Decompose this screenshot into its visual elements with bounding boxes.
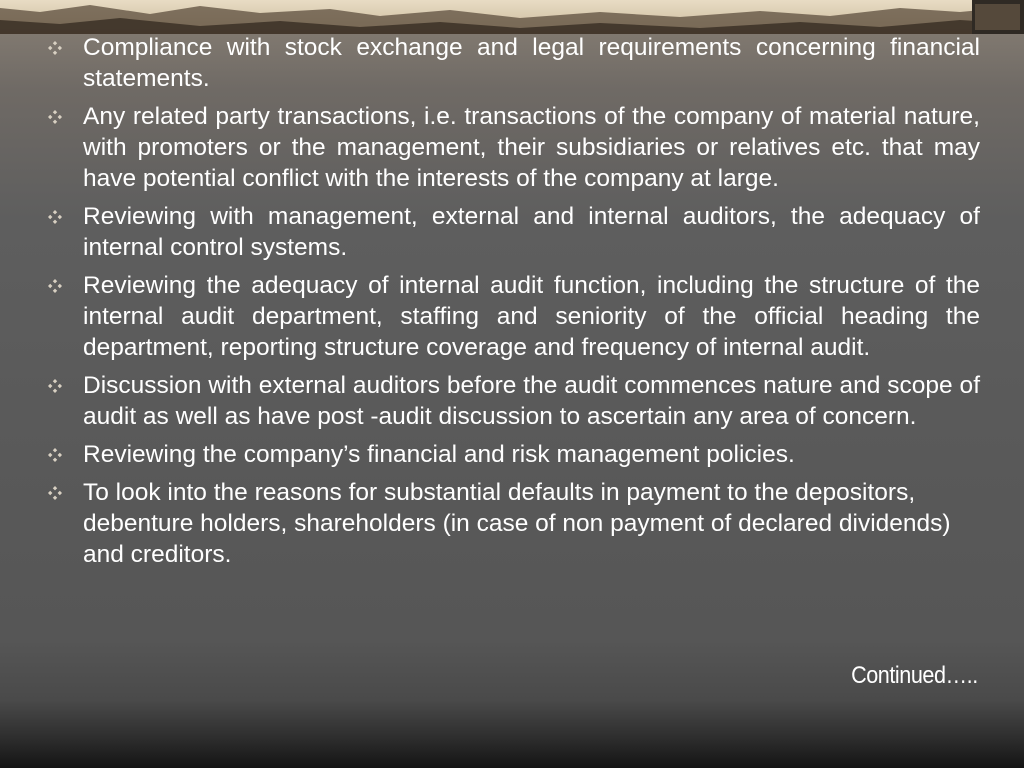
four-diamond-bullet-icon xyxy=(48,110,62,124)
four-diamond-bullet-icon xyxy=(48,41,62,55)
bullet-item xyxy=(44,201,980,263)
bullet-list xyxy=(44,32,980,577)
four-diamond-bullet-icon xyxy=(48,279,62,293)
bullet-item xyxy=(44,439,980,470)
bullet-item xyxy=(44,477,980,570)
four-diamond-bullet-icon xyxy=(48,379,62,393)
bullet-text: Reviewing with management, external and internal auditors, the adequacy of internal control systems. xyxy=(83,203,980,261)
four-diamond-bullet-icon xyxy=(48,486,62,500)
four-diamond-bullet-icon xyxy=(48,448,62,462)
bullet-item xyxy=(44,370,980,432)
continued-label: Continued….. xyxy=(851,662,978,689)
four-diamond-bullet-icon xyxy=(48,210,62,224)
bullet-text: Reviewing the company’s financial and risk management policies. xyxy=(83,441,795,468)
bullet-item xyxy=(44,32,980,94)
bullet-item xyxy=(44,101,980,194)
bullet-text: Compliance with stock exchange and legal requirements concerning financial statements. xyxy=(83,34,980,92)
decorative-banner xyxy=(0,0,1024,34)
bullet-item xyxy=(44,270,980,363)
bullet-text: Discussion with external auditors before the audit commences nature and scope of audit as well as have post -audit discussion to ascertain any area of concern. xyxy=(83,372,980,430)
bullet-text: Any related party transactions, i.e. transactions of the company of material nature, with promoters or the management, their subsidiaries or relatives etc. that may have potential conflict with the interests of the company at large. xyxy=(83,103,980,192)
bullet-text: Reviewing the adequacy of internal audit function, including the structure of the internal audit department, staffing and seniority of the official heading the department, reporting structure coverage and frequency of internal audit. xyxy=(83,272,980,361)
bullet-text: To look into the reasons for substantial defaults in payment to the depositors, debenture holders, shareholders (in case of non payment of declared dividends) and creditors. xyxy=(83,479,951,568)
